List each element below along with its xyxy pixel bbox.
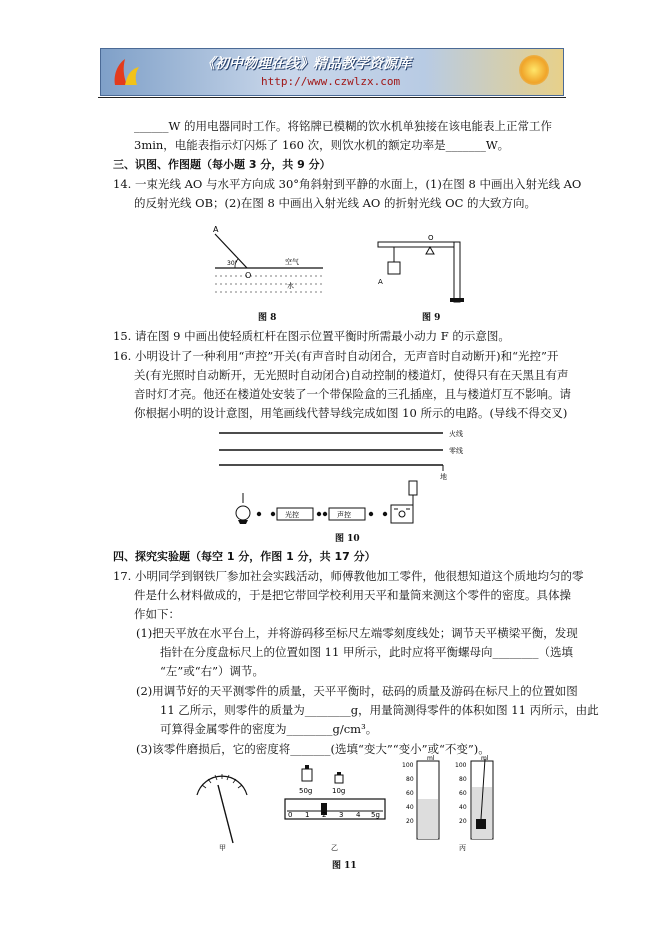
fig11-label-yi: 乙 <box>331 844 338 852</box>
cylinder-tick: 80 <box>459 776 467 783</box>
cylinder-left <box>417 761 439 839</box>
cylinder-tick: 20 <box>459 818 467 825</box>
scale-tick: 5g <box>371 811 380 819</box>
sun-icon <box>519 55 549 85</box>
scale-tick: 3 <box>339 811 344 819</box>
weights-icon <box>302 765 343 783</box>
figure-11 <box>185 755 515 853</box>
cylinder-tick: 20 <box>406 818 414 825</box>
q17-part1-a: (1)把天平放在水平台上，并将游码移至标尺左端零刻度线处；调节天平横梁平衡，发现 <box>136 626 578 640</box>
q16-line3: 音时灯才亮。他还在楼道处安装了一个带保险盒的三孔插座，且与楼道灯互不影响。请 <box>134 387 571 401</box>
fuse-box-icon <box>409 481 417 505</box>
fig11-label-bing: 丙 <box>459 844 466 852</box>
fig10-neutral-label: 零线 <box>449 447 463 455</box>
header-banner <box>100 48 564 96</box>
sound-switch-label: 声控 <box>337 511 351 519</box>
q16-line2: 关(有光照时自动断开，无光照时自动闭合)自动控制的楼道灯，使得只有在天黑且有声 <box>134 368 569 382</box>
cylinder-tick: 100 <box>455 762 467 769</box>
fig8-angle: 30° <box>227 260 238 267</box>
q17-part1-b: 指针在分度盘标尺上的位置如图 11 甲所示，此时应将平衡螺母向________（选填 <box>160 645 573 659</box>
cylinder-unit-right: ml <box>481 755 489 762</box>
cylinder-unit-left: ml <box>427 755 435 762</box>
q17-part3: (3)该零件磨损后，它的密度将_______(选填“变大”“变小”或“不变”)。 <box>136 742 490 756</box>
rider-scale <box>285 799 385 819</box>
fig11-caption: 图 11 <box>332 861 357 871</box>
q15-text: 15. 请在图 9 中画出使轻质杠杆在图示位置平衡时所需最小动力 F 的示意图。 <box>113 329 510 343</box>
scale-tick: 0 <box>288 811 293 819</box>
fig9-caption: 图 9 <box>422 313 441 323</box>
figure-10 <box>215 425 475 527</box>
cylinder-tick: 80 <box>406 776 414 783</box>
header-title: 《初中物理在线》精品教学资源库 <box>201 56 411 72</box>
fig11-label-jia: 甲 <box>219 844 226 852</box>
lamp-icon <box>236 493 250 524</box>
cylinder-tick: 100 <box>402 762 414 769</box>
header-divider <box>98 97 566 98</box>
weight-10g-label: 10g <box>332 787 346 795</box>
q16-line1: 16. 小明设计了一种利用“声控”开关(有声音时自动闭合，无声音时自动断开)和“光控”开 <box>113 349 559 363</box>
scale-tick: 4 <box>356 811 361 819</box>
q14-line1: 14. 一束光线 AO 与水平方向成 30°角斜射到平静的水面上，(1)在图 8 中画出入射光线 AO <box>113 177 582 191</box>
q17-part2-c: 可算得金属零件的密度为________g/cm³。 <box>160 722 378 736</box>
logo-icon <box>109 55 143 89</box>
q17-part1-c: “左”或“右”）调节。 <box>160 664 265 678</box>
fig9-label-a: A <box>378 278 383 286</box>
balance-dial <box>197 774 247 843</box>
fig8-air-label: 空气 <box>285 258 299 266</box>
weight-50g-label: 50g <box>299 787 313 795</box>
fig8-label-a: A <box>213 225 219 234</box>
cylinder-tick: 60 <box>406 790 414 797</box>
fig10-live-label: 火线 <box>449 430 463 438</box>
q17-line3: 作如下： <box>134 607 180 621</box>
fig10-caption: 图 10 <box>335 534 360 544</box>
scale-tick: 2 <box>322 811 327 819</box>
q13-line1: ______W 的用电器同时工作。将铭牌已模糊的饮水机单独接在该电能表上正常工作 <box>134 119 552 133</box>
header-url[interactable]: http://www.czwlzx.com <box>261 75 401 88</box>
section-4-heading: 四、探究实验题（每空 1 分，作图 1 分，共 17 分） <box>113 550 376 563</box>
cylinder-right <box>471 759 493 839</box>
figure-8 <box>205 222 335 304</box>
fig8-label-o: O <box>245 271 252 280</box>
cylinder-tick: 40 <box>459 804 467 811</box>
q16-line4: 你根据小明的设计意图，用笔画线代替导线完成如图 10 所示的电路。(导线不得交叉) <box>134 406 568 420</box>
fig8-water-label: 水 <box>287 282 294 290</box>
q17-line1: 17. 小明同学到钢铁厂参加社会实践活动，师傅教他加工零件，他很想知道这个质地均匀的零 <box>113 569 584 583</box>
fig10-ground-label: 地 <box>440 473 447 481</box>
fig9-label-o: O <box>428 234 434 242</box>
q14-line2: 的反射光线 OB；(2)在图 8 中画出入射光线 AO 的折射光线 OC 的大致方向。 <box>134 196 537 210</box>
cylinder-tick: 60 <box>459 790 467 797</box>
figure-9 <box>372 232 472 304</box>
scale-tick: 1 <box>305 811 310 819</box>
light-switch-label: 光控 <box>285 511 299 519</box>
q17-part2-a: (2)用调节好的天平测零件的质量，天平平衡时，砝码的质量及游码在标尺上的位置如图 <box>136 684 578 698</box>
section-3-heading: 三、识图、作图题（每小题 3 分，共 9 分） <box>113 158 331 171</box>
fig8-caption: 图 8 <box>258 313 277 323</box>
q17-part2-b: 11 乙所示，则零件的质量为________g，用量筒测得零件的体积如图 11 丙所示，由此 <box>160 703 599 717</box>
socket-icon <box>391 505 413 523</box>
q13-line2: 3min，电能表指示灯闪烁了 160 次，则饮水机的额定功率是_______W。 <box>134 138 510 152</box>
q17-line2: 件是什么材料做成的，于是把它带回学校利用天平和量筒来测这个零件的密度。具体操 <box>134 588 571 602</box>
cylinder-tick: 40 <box>406 804 414 811</box>
